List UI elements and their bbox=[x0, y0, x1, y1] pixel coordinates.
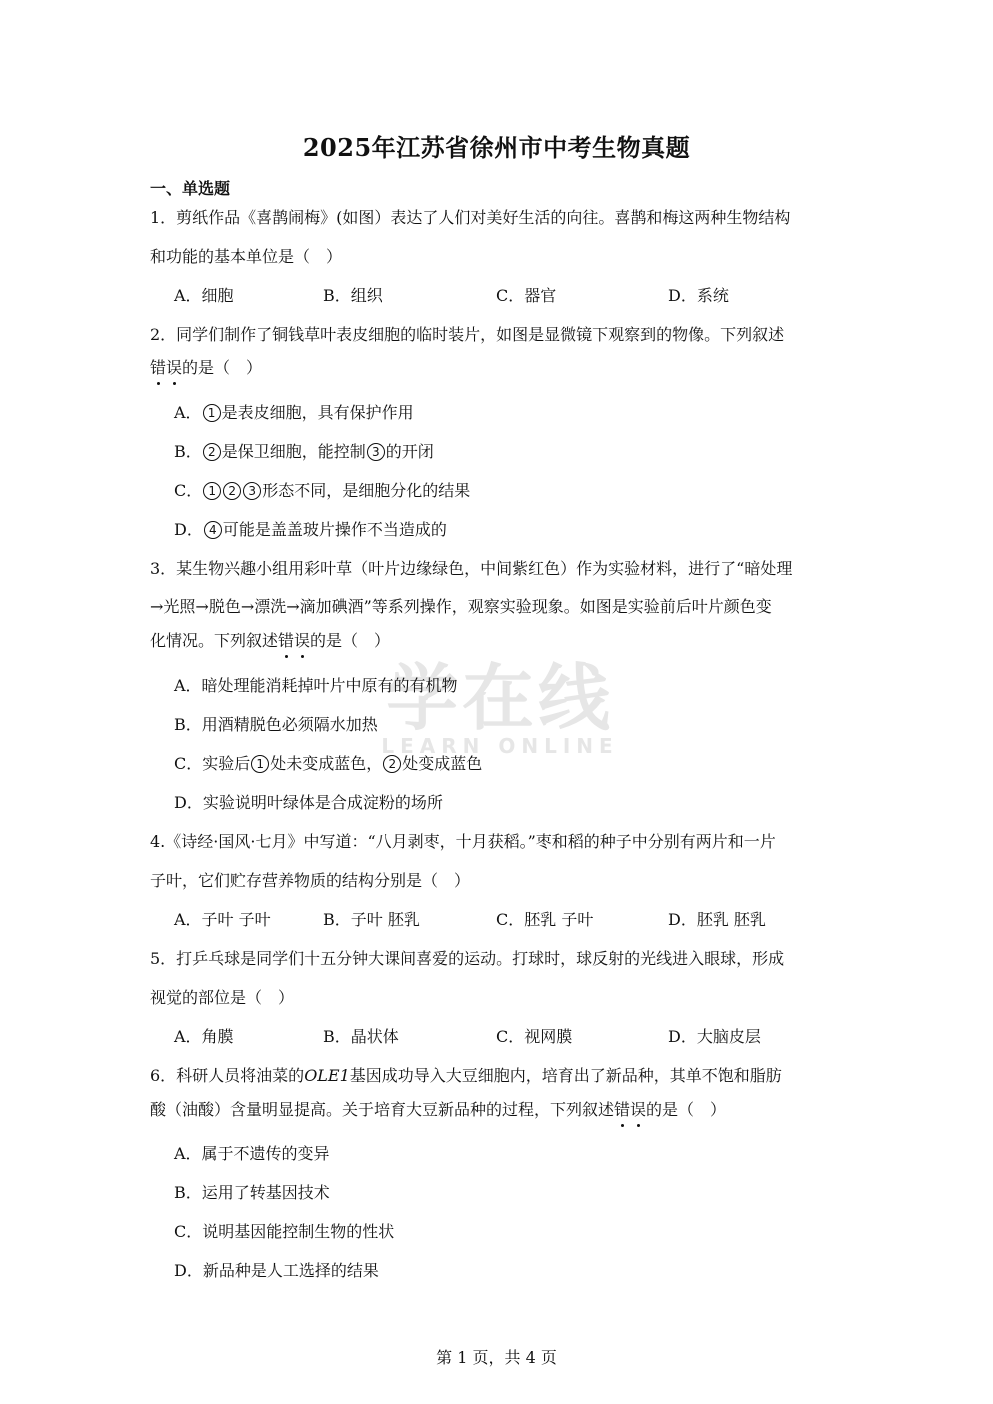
q3-option-d: D．实验说明叶绿体是合成淀粉的场所 bbox=[174, 793, 443, 812]
q4-stem-line-1: 4.《诗经·国风·七月》中写道：“八月剥枣，十月获稻。”枣和稻的种子中分别有两片和一片 bbox=[150, 832, 776, 851]
circled-number-3-icon: 3 bbox=[243, 482, 261, 500]
q2-stem-line-1: 2．同学们制作了铜钱草叶表皮细胞的临时装片，如图是显微镜下观察到的物像。下列叙述 bbox=[150, 325, 785, 344]
q1-option-b: B．组织 bbox=[323, 286, 383, 305]
q1-option-a: A．细胞 bbox=[174, 286, 234, 305]
q3-option-c: C．实验后 1 处未变成蓝色， 2 处变成蓝色 bbox=[174, 754, 483, 773]
q6-stem-line-1: 6．科研人员将油菜的OLE1基因成功导入大豆细胞内，培育出了新品种，其单不饱和脂肪 bbox=[150, 1066, 782, 1085]
q6-option-b: B．运用了转基因技术 bbox=[174, 1183, 330, 1202]
q5-stem-line-1: 5．打乒乓球是同学们十五分钟大课间喜爱的运动。打球时，球反射的光线进入眼球，形成 bbox=[150, 949, 785, 968]
q5-option-a: A．角膜 bbox=[174, 1027, 234, 1046]
circled-number-4-icon: 4 bbox=[204, 521, 222, 539]
q6-option-d: D．新品种是人工选择的结果 bbox=[174, 1261, 379, 1280]
q4-option-a: A．子叶 子叶 bbox=[174, 910, 271, 929]
q2-option-a: A． 1 是表皮细胞，具有保护作用 bbox=[174, 403, 414, 422]
q1-stem-line-1: 1．剪纸作品《喜鹊闹梅》(如图）表达了人们对美好生活的向往。喜鹊和梅这两种生物结构 bbox=[150, 208, 791, 227]
emphasis-char: 误 bbox=[630, 1100, 647, 1119]
page-footer: 第 1 页，共 4 页 bbox=[436, 1348, 557, 1367]
emphasis-char: 错 bbox=[278, 631, 295, 650]
emphasis-char: 误 bbox=[294, 631, 311, 650]
gene-name: OLE1 bbox=[304, 1066, 350, 1085]
q6-option-c: C．说明基因能控制生物的性状 bbox=[174, 1222, 395, 1241]
circled-number-1-icon: 1 bbox=[203, 404, 221, 422]
q1-stem-line-2: 和功能的基本单位是（ ） bbox=[150, 247, 343, 266]
circled-number-1-icon: 1 bbox=[203, 482, 221, 500]
q3-stem-line-1: 3．某生物兴趣小组用彩叶草（叶片边缘绿色，中间紫红色）作为实验材料，进行了“暗处理 bbox=[150, 559, 793, 578]
q1-option-d: D．系统 bbox=[668, 286, 729, 305]
page-title: 2025年江苏省徐州市中考生物真题 bbox=[302, 133, 691, 162]
circled-number-2-icon: 2 bbox=[203, 443, 221, 461]
q5-option-c: C．视网膜 bbox=[496, 1027, 573, 1046]
q6-option-a: A．属于不遗传的变异 bbox=[174, 1144, 330, 1163]
q2-option-b: B． 2 是保卫细胞，能控制 3 的开闭 bbox=[174, 442, 434, 461]
q4-option-d: D．胚乳 胚乳 bbox=[668, 910, 766, 929]
circled-number-2-icon: 2 bbox=[223, 482, 241, 500]
q5-stem-line-2: 视觉的部位是（ ） bbox=[150, 988, 295, 1007]
q5-option-d: D．大脑皮层 bbox=[668, 1027, 761, 1046]
watermark-logo: 学在线 bbox=[385, 656, 614, 740]
q3-option-a: A．暗处理能消耗掉叶片中原有的有机物 bbox=[174, 676, 458, 695]
q2-option-d: D． 4 可能是盖盖玻片操作不当造成的 bbox=[174, 520, 447, 539]
q3-stem-line-2: →光照→脱色→漂洗→滴加碘酒”等系列操作，观察实验现象。如图是实验前后叶片颜色变 bbox=[150, 597, 772, 616]
q2-stem-line-2: 错误的是（ ） bbox=[150, 358, 263, 377]
watermark bbox=[370, 640, 630, 770]
watermark-subtext: LEARN ONLINE bbox=[381, 734, 619, 758]
q6-stem-line-2: 酸（油酸）含量明显提高。关于培育大豆新品种的过程，下列叙述错误的是（ ） bbox=[150, 1100, 727, 1119]
q5-option-b: B．晶状体 bbox=[323, 1027, 399, 1046]
circled-number-2-icon: 2 bbox=[383, 755, 401, 773]
q3-option-b: B．用酒精脱色必须隔水加热 bbox=[174, 715, 378, 734]
q1-option-c: C．器官 bbox=[496, 286, 557, 305]
emphasis-char: 误 bbox=[166, 358, 183, 377]
emphasis-char: 错 bbox=[150, 358, 167, 377]
q4-option-b: B．子叶 胚乳 bbox=[323, 910, 420, 929]
q2-option-c: C． 1 2 3 形态不同，是细胞分化的结果 bbox=[174, 481, 471, 500]
q3-stem-line-3: 化情况。下列叙述错误的是（ ） bbox=[150, 631, 391, 650]
circled-number-3-icon: 3 bbox=[367, 443, 385, 461]
circled-number-1-icon: 1 bbox=[251, 755, 269, 773]
emphasis-char: 错 bbox=[614, 1100, 631, 1119]
q4-option-c: C．胚乳 子叶 bbox=[496, 910, 594, 929]
section-heading: 一、单选题 bbox=[150, 179, 231, 198]
q4-stem-line-2: 子叶，它们贮存营养物质的结构分别是（ ） bbox=[150, 871, 471, 890]
